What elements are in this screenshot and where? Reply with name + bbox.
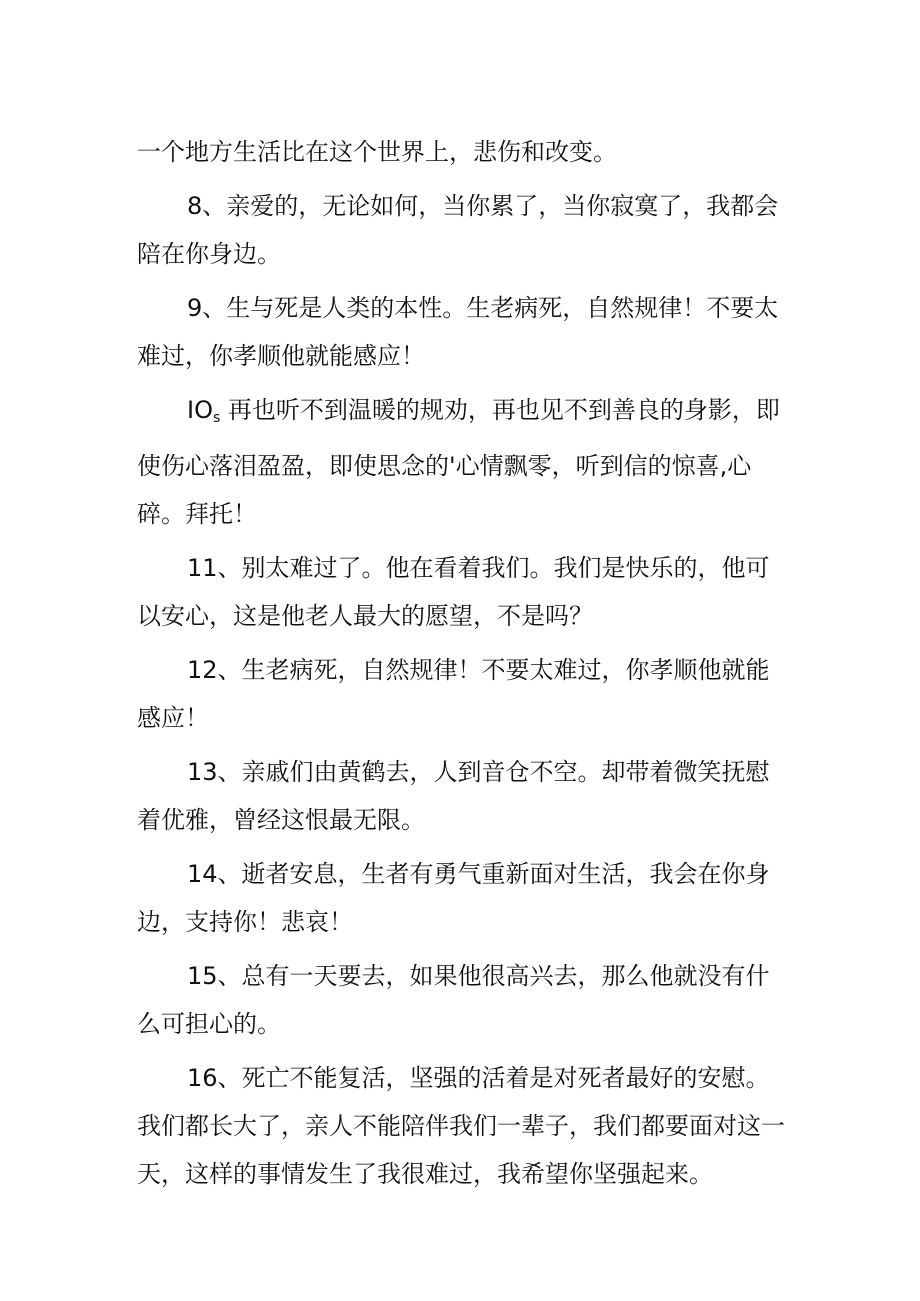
paragraph-continued: 一个地方生活比在这个世界上，悲伤和改变。: [137, 138, 617, 166]
paragraph-10-text: 再也听不到温暖的规劝，再也见不到善良的身影，即使伤心落泪盈盈，即使思念的'心情飘零，听到信的惊喜,心碎。拜托！: [137, 396, 780, 528]
paragraph-13: 13、亲戚们由黄鹤去，人到音仓不空。却带着微笑抚慰着优雅，曾经这恨最无限。: [137, 758, 770, 834]
paragraph-10: [137, 386, 787, 538]
paragraph-12: 12、生老病死，自然规律！不要太难过，你孝顺他就能感应！: [137, 656, 770, 732]
paragraph-10-prefix: IO: [187, 396, 213, 424]
paragraph-9: 9、生与死是人类的本性。生老病死，自然规律！不要太难过，你孝顺他就能感应！: [137, 294, 779, 370]
paragraph-14: 14、逝者安息，生者有勇气重新面对生活，我会在你身边，支持你！悲哀！: [137, 860, 770, 936]
paragraph-10-subscript: s: [212, 410, 221, 426]
paragraph-16: 16、死亡不能复活，坚强的活着是对死者最好的安慰。我们都长大了，亲人不能陪伴我们一辈子，我们都要面对这一天，这样的事情发生了我很难过，我希望你坚强起来。: [137, 1064, 785, 1188]
document-page: [137, 128, 787, 1204]
paragraph-8: 8、亲爱的，无论如何，当你累了，当你寂寞了，我都会陪在你身边。: [137, 192, 779, 268]
paragraph-11: 11、别太难过了。他在看着我们。我们是快乐的，他可以安心，这是他老人最大的愿望，不是吗？: [137, 554, 770, 630]
paragraph-15: 15、总有一天要去，如果他很高兴去，那么他就没有什么可担心的。: [137, 962, 770, 1038]
